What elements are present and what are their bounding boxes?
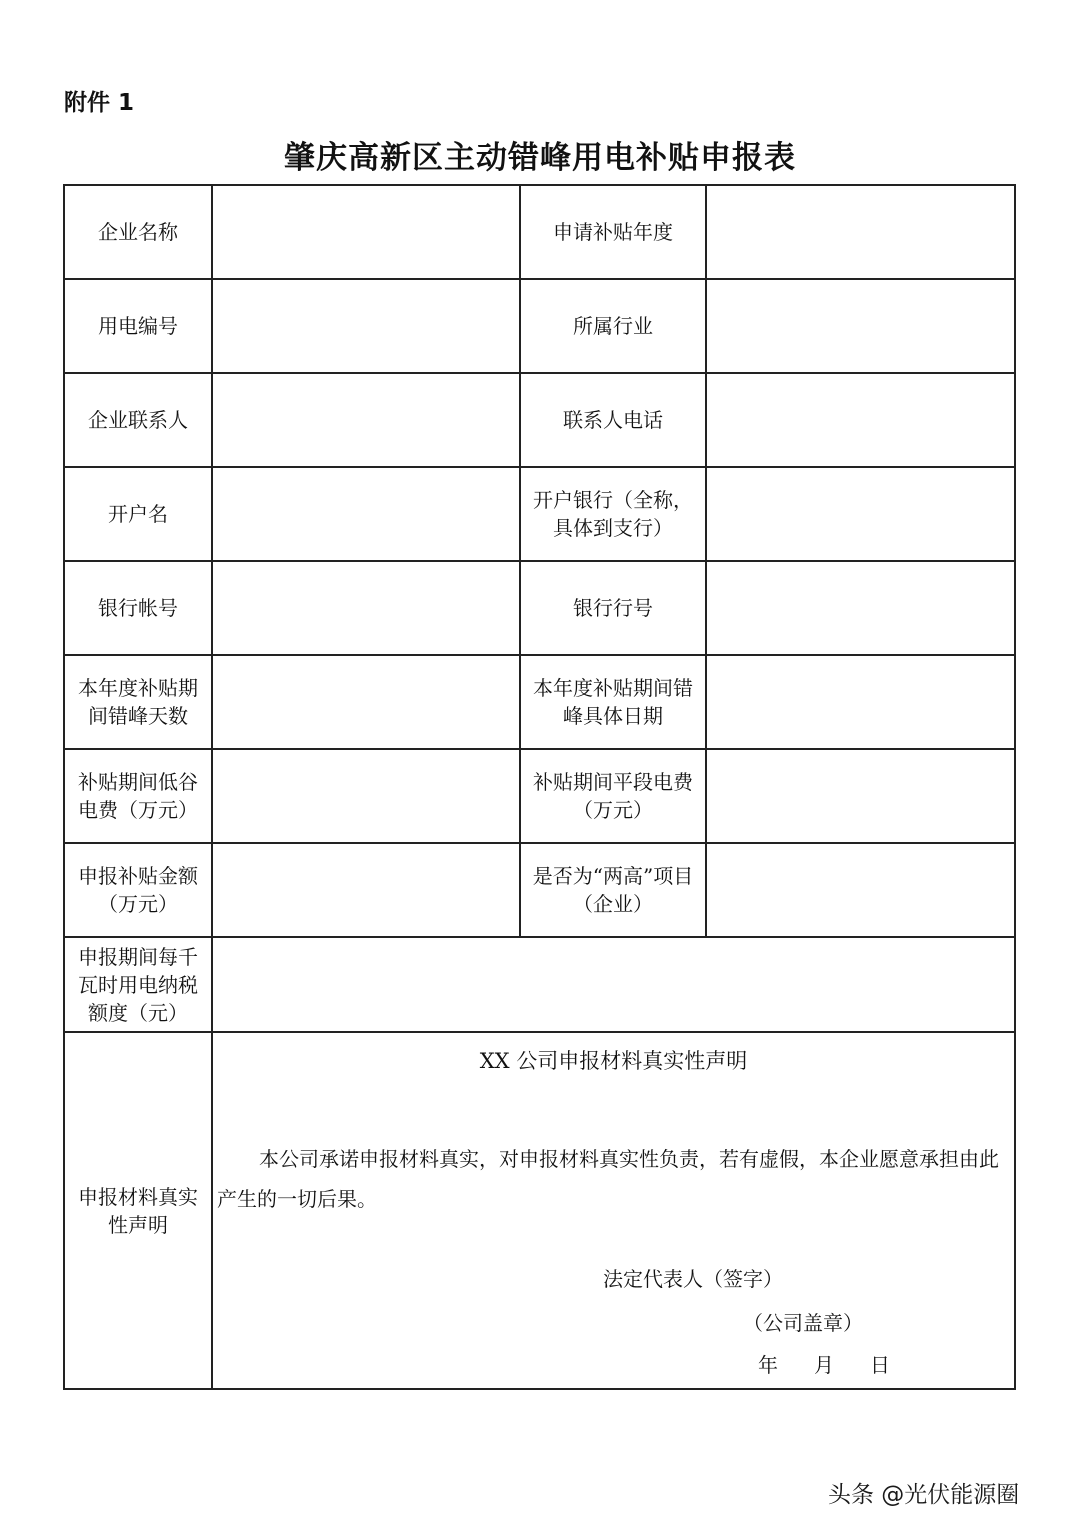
date-month: 月 [814,1353,834,1377]
form-title: 肇庆高新区主动错峰用电补贴申报表 [284,140,796,176]
field-label: 企业名称 [64,185,212,279]
field-value[interactable] [212,749,520,843]
field-value[interactable] [212,373,520,467]
field-value[interactable] [706,655,1015,749]
table-row [64,655,1015,749]
field-label: 联系人电话 [520,373,706,467]
date-day: 日 [870,1353,890,1377]
field-label: 补贴期间低谷电费（万元） [64,749,212,843]
table-row [64,1032,1015,1389]
field-value[interactable] [706,185,1015,279]
table-row [64,843,1015,937]
date-year: 年 [758,1353,778,1377]
company-seal-line[interactable]: （公司盖章） [743,1311,863,1335]
declaration-title: XX 公司申报材料真实性声明 [479,1049,748,1073]
attachment-label: 附件 1 [64,90,135,116]
field-label: 用电编号 [64,279,212,373]
field-value[interactable] [706,467,1015,561]
table-row [64,373,1015,467]
field-label: 补贴期间平段电费（万元） [520,749,706,843]
table-row [64,937,1015,1032]
field-label: 所属行业 [520,279,706,373]
field-value[interactable] [212,561,520,655]
tax-label: 申报期间每千瓦时用电纳税额度（元） [64,937,212,1032]
field-label: 企业联系人 [64,373,212,467]
field-value[interactable] [706,279,1015,373]
tax-value[interactable] [212,937,1015,1032]
field-value[interactable] [212,467,520,561]
field-label: 本年度补贴期间错峰天数 [64,655,212,749]
field-label: 开户名 [64,467,212,561]
field-label: 是否为“两高”项目（企业） [520,843,706,937]
date-line[interactable] [758,1351,926,1379]
field-value[interactable] [212,185,520,279]
field-value[interactable] [706,373,1015,467]
subsidy-application-table [63,184,1016,1390]
field-label: 申报补贴金额（万元） [64,843,212,937]
field-value[interactable] [212,279,520,373]
declaration-cell [212,1032,1015,1389]
field-value[interactable] [212,655,520,749]
table-row [64,749,1015,843]
field-label: 银行行号 [520,561,706,655]
field-label: 开户银行（全称，具体到支行） [520,467,706,561]
signature-line[interactable]: 法定代表人（签字） [603,1267,783,1291]
field-label: 银行帐号 [64,561,212,655]
declaration-body: 本公司承诺申报材料真实，对申报材料真实性负责，若有虚假，本企业愿意承担由此产生的一切后果。 [217,1147,999,1211]
table-row [64,185,1015,279]
field-value[interactable] [706,749,1015,843]
field-value[interactable] [212,843,520,937]
table-row [64,561,1015,655]
declaration-label: 申报材料真实性声明 [64,1032,212,1389]
field-label: 本年度补贴期间错峰具体日期 [520,655,706,749]
field-value[interactable] [706,843,1015,937]
table-row [64,467,1015,561]
field-label: 申请补贴年度 [520,185,706,279]
watermark: 头条 @光伏能源圈 [828,1482,1020,1508]
field-value[interactable] [706,561,1015,655]
table-row [64,279,1015,373]
